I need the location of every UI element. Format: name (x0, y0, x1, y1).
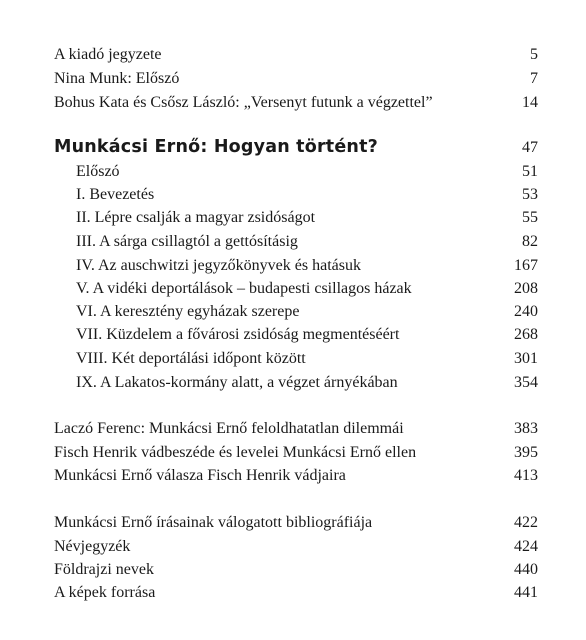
toc-entry-title: Laczó Ferenc: Munkácsi Ernő feloldhatatlan dilemmái (54, 420, 404, 437)
toc-entry-page: 441 (514, 584, 538, 601)
toc-chapter-entry (0, 371, 586, 394)
toc-entry-title: Fisch Henrik vádbeszéde és levelei Munkácsi Ernő ellen (54, 444, 417, 461)
chapter-page: 53 (522, 186, 538, 203)
chapter-title: V. A vidéki deportálások – budapesti csillagos házak (76, 280, 412, 297)
chapter-page: 301 (514, 350, 538, 367)
toc-entry-page: 422 (514, 514, 538, 531)
toc-entry-title: A képek forrása (54, 584, 156, 601)
chapter-page: 268 (514, 326, 538, 343)
toc-section-heading (0, 136, 586, 159)
chapter-title: VII. Küzdelem a fővárosi zsidóság megmentéséért (76, 326, 400, 343)
toc-entry-page: 7 (530, 70, 538, 87)
toc-entry-page: 413 (514, 467, 538, 484)
chapter-title: IV. Az auschwitzi jegyzőkönyvek és hatásuk (76, 257, 361, 274)
chapter-title: II. Lépre csalják a magyar zsidóságot (76, 209, 316, 226)
toc-entry (0, 535, 586, 558)
toc-entry-title: Nina Munk: Előszó (54, 70, 180, 87)
chapter-title: III. A sárga csillagtól a gettósításig (76, 233, 298, 250)
chapter-title: VIII. Két deportálási időpont között (76, 350, 306, 367)
toc-entry-page: 383 (514, 420, 538, 437)
toc-entry (0, 43, 586, 66)
chapter-page: 354 (514, 374, 538, 391)
toc-entry-title: Bohus Kata és Csősz László: „Versenyt futunk a végzettel” (54, 94, 433, 111)
toc-chapter-entry (0, 323, 586, 346)
toc-entry-title: Munkácsi Ernő írásainak válogatott bibliográfiája (54, 514, 373, 531)
toc-chapter-entry (0, 254, 586, 277)
toc-chapter-entry (0, 347, 586, 370)
toc-entry (0, 558, 586, 581)
section-heading-title: Munkácsi Ernő: Hogyan történt? (54, 137, 379, 157)
toc-entry (0, 464, 586, 487)
chapter-page: 55 (522, 209, 538, 226)
toc-entry (0, 417, 586, 440)
chapter-page: 82 (522, 233, 538, 250)
toc-entry-page: 5 (530, 46, 538, 63)
toc-entry (0, 511, 586, 534)
toc-entry-title: Munkácsi Ernő válasza Fisch Henrik vádjaira (54, 467, 346, 484)
toc-chapter-entry (0, 300, 586, 323)
toc-entry-title: Földrajzi nevek (54, 561, 154, 578)
toc-entry-title: A kiadó jegyzete (54, 46, 162, 63)
toc-entry-page: 395 (514, 444, 538, 461)
toc-chapter-entry (0, 206, 586, 229)
section-heading-page: 47 (522, 139, 538, 156)
chapter-page: 167 (514, 257, 538, 274)
chapter-page: 208 (514, 280, 538, 297)
toc-entry-page: 424 (514, 538, 538, 555)
chapter-title: VI. A keresztény egyházak szerepe (76, 303, 300, 320)
toc-entry-title: Névjegyzék (54, 538, 131, 555)
chapter-title: I. Bevezetés (76, 186, 155, 203)
toc-entry (0, 91, 586, 114)
toc-entry (0, 441, 586, 464)
toc-chapter-entry (0, 160, 586, 183)
toc-entry-page: 14 (522, 94, 538, 111)
toc-entry-page: 440 (514, 561, 538, 578)
toc-chapter-entry (0, 230, 586, 253)
chapter-page: 51 (522, 163, 538, 180)
toc-entry (0, 67, 586, 90)
toc-chapter-entry (0, 277, 586, 300)
toc-entry (0, 581, 586, 604)
toc-chapter-entry (0, 183, 586, 206)
chapter-title: Előszó (76, 163, 120, 180)
chapter-title: IX. A Lakatos-kormány alatt, a végzet árnyékában (76, 374, 398, 391)
chapter-page: 240 (514, 303, 538, 320)
